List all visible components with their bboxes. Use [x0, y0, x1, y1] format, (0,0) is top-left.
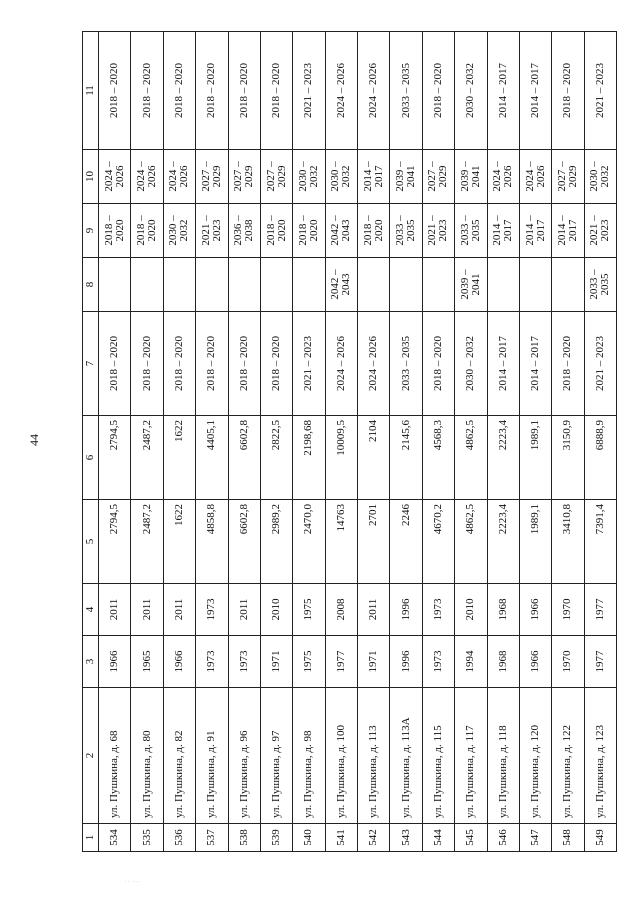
col10-period-cell-line: 2026 [113, 165, 126, 188]
col8-period-cell [228, 258, 260, 312]
col9-period-cell-line: 2030 – [167, 215, 180, 246]
col11-period-cell: 2018 – 2020 [196, 32, 228, 150]
living-area-cell: 3150,9 [552, 416, 584, 500]
column-header-4: 4 [83, 584, 99, 636]
total-area-cell: 14763 [325, 500, 357, 584]
col11-period-cell: 2018 – 2020 [163, 32, 195, 150]
col9-period-cell [358, 204, 390, 258]
col9-period-cell-line: 2020 [307, 219, 320, 242]
col9-period-cell-line: 2017 [502, 219, 515, 242]
col9-period-cell [228, 204, 260, 258]
col11-period-cell: 2030 – 2032 [455, 32, 487, 150]
row-number: 537 [196, 824, 228, 852]
total-area-cell: 4670,2 [422, 500, 454, 584]
col10-period-cell [163, 150, 195, 204]
col4-year-cell: 2011 [228, 584, 260, 636]
col8-period-cell [131, 258, 163, 312]
col9-period-cell [422, 204, 454, 258]
address-cell: ул. Пушкина, д. 120 [519, 688, 551, 824]
col10-period-cell [519, 150, 551, 204]
build-year-cell: 1994 [455, 636, 487, 688]
row-number: 534 [99, 824, 131, 852]
table-row [422, 32, 454, 852]
row-number: 544 [422, 824, 454, 852]
build-year-cell: 1971 [260, 636, 292, 688]
col8-period-cell [163, 258, 195, 312]
address-cell: ул. Пушкина, д. 113 [358, 688, 390, 824]
build-year-cell: 1977 [584, 636, 616, 688]
col8-period-cell-line: 2035 [599, 273, 612, 296]
address-cell: ул. Пушкина, д. 118 [487, 688, 519, 824]
col8-period-cell [99, 258, 131, 312]
col4-year-cell: 1968 [487, 584, 519, 636]
table-row [358, 32, 390, 852]
col11-period-cell: 2018 – 2020 [422, 32, 454, 150]
col7-period-cell: 2021 – 2023 [293, 312, 325, 416]
col4-year-cell: 2011 [99, 584, 131, 636]
col4-year-cell: 1973 [196, 584, 228, 636]
build-year-cell: 1966 [163, 636, 195, 688]
address-cell: ул. Пушкина, д. 122 [552, 688, 584, 824]
col4-year-cell: 2010 [260, 584, 292, 636]
col10-period-cell-line: 2026 [178, 165, 191, 188]
total-area-cell: 1622 [163, 500, 195, 584]
col10-period-cell-line: 2041 [469, 165, 482, 188]
col9-period-cell-line: 2020 [146, 219, 159, 242]
build-year-cell: 1973 [422, 636, 454, 688]
col9-period-cell-line: 2033 – [394, 215, 407, 246]
col4-year-cell: 1966 [519, 584, 551, 636]
column-header-1: 1 [83, 824, 99, 852]
col4-year-cell: 1973 [422, 584, 454, 636]
col9-period-cell-line: 2020 [275, 219, 288, 242]
col7-period-cell: 2014 – 2017 [487, 312, 519, 416]
col10-period-cell-line: 2029 [437, 165, 450, 188]
scan-mark: ·· ··· [125, 880, 141, 885]
col9-period-cell-line: 2043 [340, 219, 353, 242]
col8-period-cell [487, 258, 519, 312]
col8-period-cell [584, 258, 616, 312]
col8-period-cell [519, 258, 551, 312]
col4-year-cell: 2011 [163, 584, 195, 636]
col10-period-cell-line: 2024 – [135, 161, 148, 192]
col9-period-cell-line: 2038 [243, 219, 256, 242]
table-body [99, 32, 617, 852]
address-cell: ул. Пушкина, д. 97 [260, 688, 292, 824]
table-row [293, 32, 325, 852]
col10-period-cell-line: 2030 – [329, 161, 342, 192]
col8-period-cell-line: 2043 [340, 273, 353, 296]
total-area-cell: 2989,2 [260, 500, 292, 584]
col10-period-cell [390, 150, 422, 204]
col9-period-cell-line: 2020 [113, 219, 126, 242]
col9-period-cell-line: 2032 [178, 219, 191, 242]
col9-period-cell [325, 204, 357, 258]
total-area-cell: 1989,1 [519, 500, 551, 584]
col9-period-cell-line: 2035 [405, 219, 418, 242]
col10-period-cell-line: 2027 – [555, 161, 568, 192]
col11-period-cell: 2018 – 2020 [99, 32, 131, 150]
col9-period-cell-line: 2018 – [361, 215, 374, 246]
col10-period-cell [455, 150, 487, 204]
col9-period-cell-line: 2018 – [135, 215, 148, 246]
col9-period-cell [196, 204, 228, 258]
build-year-cell: 1973 [228, 636, 260, 688]
col7-period-cell: 2018 – 2020 [196, 312, 228, 416]
col10-period-cell-line: 2017 [372, 165, 385, 188]
address-cell: ул. Пушкина, д. 100 [325, 688, 357, 824]
col9-period-cell [552, 204, 584, 258]
col10-period-cell-line: 2026 [502, 165, 515, 188]
col7-period-cell: 2030 – 2032 [455, 312, 487, 416]
col10-period-cell-line: 2024 – [491, 161, 504, 192]
col7-period-cell: 2018 – 2020 [163, 312, 195, 416]
col10-period-cell-line: 2029 [210, 165, 223, 188]
col9-period-cell-line: 2017 [566, 219, 579, 242]
housing-repair-table [82, 32, 617, 852]
col10-period-cell [293, 150, 325, 204]
address-cell: ул. Пушкина, д. 98 [293, 688, 325, 824]
col8-period-cell-line: 2041 [469, 273, 482, 296]
row-number: 547 [519, 824, 551, 852]
row-number: 548 [552, 824, 584, 852]
col11-period-cell: 2014 – 2017 [519, 32, 551, 150]
total-area-cell: 2487,2 [131, 500, 163, 584]
col10-period-cell-line: 2024 – [167, 161, 180, 192]
living-area-cell: 2794,5 [99, 416, 131, 500]
address-cell: ул. Пушкина, д. 91 [196, 688, 228, 824]
col9-period-cell-line: 2023 [599, 219, 612, 242]
col8-period-cell [390, 258, 422, 312]
col9-period-cell-line: 2014 – [555, 215, 568, 246]
col8-period-cell-line: 2042 – [329, 269, 342, 300]
table-row [390, 32, 422, 852]
column-header-11: 11 [83, 32, 99, 150]
col10-period-cell [228, 150, 260, 204]
row-number: 536 [163, 824, 195, 852]
col11-period-cell: 2024 – 2026 [358, 32, 390, 150]
col9-period-cell [99, 204, 131, 258]
col7-period-cell: 2024 – 2026 [358, 312, 390, 416]
total-area-cell: 2701 [358, 500, 390, 584]
row-number: 541 [325, 824, 357, 852]
col10-period-cell-line: 2014 – [361, 161, 374, 192]
build-year-cell: 1965 [131, 636, 163, 688]
col8-period-cell [358, 258, 390, 312]
table-row [196, 32, 228, 852]
col10-period-cell-line: 2041 [405, 165, 418, 188]
col11-period-cell: 2018 – 2020 [260, 32, 292, 150]
address-cell: ул. Пушкина, д. 68 [99, 688, 131, 824]
col11-period-cell: 2024 – 2026 [325, 32, 357, 150]
table-row [260, 32, 292, 852]
table-row [325, 32, 357, 852]
col9-period-cell [293, 204, 325, 258]
living-area-cell: 2145,6 [390, 416, 422, 500]
col10-period-cell-line: 2026 [534, 165, 547, 188]
col10-period-cell-line: 2029 [275, 165, 288, 188]
build-year-cell: 1996 [390, 636, 422, 688]
col4-year-cell: 1977 [584, 584, 616, 636]
page-number: 44 [27, 434, 41, 446]
table-row [552, 32, 584, 852]
table-row [99, 32, 131, 852]
column-header-7: 7 [83, 312, 99, 416]
col8-period-cell [455, 258, 487, 312]
col7-period-cell: 2018 – 2020 [422, 312, 454, 416]
col10-period-cell [358, 150, 390, 204]
col11-period-cell: 2033 – 2035 [390, 32, 422, 150]
col4-year-cell: 2010 [455, 584, 487, 636]
living-area-cell: 4568,3 [422, 416, 454, 500]
col10-period-cell [552, 150, 584, 204]
total-area-cell: 4858,8 [196, 500, 228, 584]
living-area-cell: 4862,5 [455, 416, 487, 500]
total-area-cell: 3410,8 [552, 500, 584, 584]
col8-period-cell-line: 2039 – [458, 269, 471, 300]
col10-period-cell [325, 150, 357, 204]
col7-period-cell: 2024 – 2026 [325, 312, 357, 416]
table-header-row [83, 32, 99, 852]
build-year-cell: 1966 [519, 636, 551, 688]
build-year-cell: 1971 [358, 636, 390, 688]
col10-period-cell [422, 150, 454, 204]
column-header-6: 6 [83, 416, 99, 500]
col11-period-cell: 2021 – 2023 [293, 32, 325, 150]
col11-period-cell: 2014 – 2017 [487, 32, 519, 150]
col4-year-cell: 2008 [325, 584, 357, 636]
col9-period-cell-line: 2018 – [102, 215, 115, 246]
col10-period-cell-line: 2027 – [232, 161, 245, 192]
col11-period-cell: 2021 – 2023 [584, 32, 616, 150]
col9-period-cell [584, 204, 616, 258]
col9-period-cell [455, 204, 487, 258]
col10-period-cell-line: 2032 [340, 165, 353, 188]
build-year-cell: 1970 [552, 636, 584, 688]
col9-period-cell [260, 204, 292, 258]
row-number: 535 [131, 824, 163, 852]
col9-period-cell [487, 204, 519, 258]
col9-period-cell-line: 2021 – [426, 215, 439, 246]
row-number: 542 [358, 824, 390, 852]
col9-period-cell-line: 2014 – [523, 215, 536, 246]
table-row [487, 32, 519, 852]
address-cell: ул. Пушкина, д. 96 [228, 688, 260, 824]
living-area-cell: 4405,1 [196, 416, 228, 500]
col9-period-cell-line: 2021 – [588, 215, 601, 246]
col10-period-cell [487, 150, 519, 204]
address-cell: ул. Пушкина, д. 123 [584, 688, 616, 824]
address-cell: ул. Пушкина, д. 115 [422, 688, 454, 824]
col9-period-cell-line: 2023 [437, 219, 450, 242]
col7-period-cell: 2018 – 2020 [228, 312, 260, 416]
col10-period-cell-line: 2032 [307, 165, 320, 188]
col8-period-cell [552, 258, 584, 312]
col10-period-cell-line: 2030 – [296, 161, 309, 192]
col10-period-cell-line: 2024 – [523, 161, 536, 192]
column-header-10: 10 [83, 150, 99, 204]
col10-period-cell-line: 2026 [146, 165, 159, 188]
living-area-cell: 2223,4 [487, 416, 519, 500]
col4-year-cell: 1996 [390, 584, 422, 636]
col10-period-cell-line: 2029 [243, 165, 256, 188]
column-header-2: 2 [83, 688, 99, 824]
col9-period-cell-line: 2018 – [296, 215, 309, 246]
col7-period-cell: 2018 – 2020 [260, 312, 292, 416]
col10-period-cell [131, 150, 163, 204]
col10-period-cell-line: 2032 [599, 165, 612, 188]
col10-period-cell-line: 2029 [566, 165, 579, 188]
col9-period-cell [131, 204, 163, 258]
address-cell: ул. Пушкина, д. 113А [390, 688, 422, 824]
table-row [131, 32, 163, 852]
col10-period-cell [99, 150, 131, 204]
row-number: 546 [487, 824, 519, 852]
column-header-8: 8 [83, 258, 99, 312]
col7-period-cell: 2033 – 2035 [390, 312, 422, 416]
address-cell: ул. Пушкина, д. 80 [131, 688, 163, 824]
repair-schedule-table [82, 31, 617, 852]
col8-period-cell [325, 258, 357, 312]
col9-period-cell-line: 2014 – [491, 215, 504, 246]
build-year-cell: 1977 [325, 636, 357, 688]
col9-period-cell-line: 2035 [469, 219, 482, 242]
living-area-cell: 2198,68 [293, 416, 325, 500]
col4-year-cell: 2011 [131, 584, 163, 636]
col9-period-cell [519, 204, 551, 258]
col4-year-cell: 1970 [552, 584, 584, 636]
total-area-cell: 6602,8 [228, 500, 260, 584]
table-row [163, 32, 195, 852]
living-area-cell: 1622 [163, 416, 195, 500]
col7-period-cell: 2018 – 2020 [131, 312, 163, 416]
row-number: 540 [293, 824, 325, 852]
living-area-cell: 1989,1 [519, 416, 551, 500]
build-year-cell: 1973 [196, 636, 228, 688]
col9-period-cell-line: 2017 [534, 219, 547, 242]
col9-period-cell-line: 2033 – [458, 215, 471, 246]
build-year-cell: 1975 [293, 636, 325, 688]
col8-period-cell [260, 258, 292, 312]
table-row [455, 32, 487, 852]
col7-period-cell: 2014 – 2017 [519, 312, 551, 416]
col10-period-cell-line: 2039 – [458, 161, 471, 192]
col10-period-cell-line: 2027 – [426, 161, 439, 192]
table-row [584, 32, 616, 852]
total-area-cell: 2794,5 [99, 500, 131, 584]
total-area-cell: 2223,4 [487, 500, 519, 584]
row-number: 545 [455, 824, 487, 852]
col7-period-cell: 2018 – 2020 [552, 312, 584, 416]
col9-period-cell [163, 204, 195, 258]
col11-period-cell: 2018 – 2020 [131, 32, 163, 150]
col8-period-cell [422, 258, 454, 312]
col11-period-cell: 2018 – 2020 [552, 32, 584, 150]
table-row [228, 32, 260, 852]
total-area-cell: 4862,5 [455, 500, 487, 584]
col8-period-cell [196, 258, 228, 312]
col9-period-cell-line: 2018 – [264, 215, 277, 246]
col8-period-cell-line: 2033 – [588, 269, 601, 300]
living-area-cell: 6602,8 [228, 416, 260, 500]
col9-period-cell-line: 2021 – [199, 215, 212, 246]
total-area-cell: 2470,0 [293, 500, 325, 584]
living-area-cell: 6888,9 [584, 416, 616, 500]
total-area-cell: 2246 [390, 500, 422, 584]
col8-period-cell [293, 258, 325, 312]
col9-period-cell-line: 2020 [372, 219, 385, 242]
col9-period-cell-line: 2042 – [329, 215, 342, 246]
col10-period-cell [196, 150, 228, 204]
address-cell: ул. Пушкина, д. 117 [455, 688, 487, 824]
build-year-cell: 1968 [487, 636, 519, 688]
col10-period-cell [260, 150, 292, 204]
column-header-9: 9 [83, 204, 99, 258]
col10-period-cell-line: 2039 – [394, 161, 407, 192]
col7-period-cell: 2018 – 2020 [99, 312, 131, 416]
living-area-cell: 2104 [358, 416, 390, 500]
col10-period-cell-line: 2024 – [102, 161, 115, 192]
col10-period-cell [584, 150, 616, 204]
col9-period-cell-line: 2036 – [232, 215, 245, 246]
build-year-cell: 1966 [99, 636, 131, 688]
row-number: 543 [390, 824, 422, 852]
address-cell: ул. Пушкина, д. 82 [163, 688, 195, 824]
column-header-3: 3 [83, 636, 99, 688]
column-header-5: 5 [83, 500, 99, 584]
row-number: 538 [228, 824, 260, 852]
total-area-cell: 7391,4 [584, 500, 616, 584]
col9-period-cell [390, 204, 422, 258]
col11-period-cell: 2018 – 2020 [228, 32, 260, 150]
row-number: 539 [260, 824, 292, 852]
col4-year-cell: 2011 [358, 584, 390, 636]
living-area-cell: 2487,2 [131, 416, 163, 500]
col10-period-cell-line: 2027 – [264, 161, 277, 192]
col4-year-cell: 1975 [293, 584, 325, 636]
living-area-cell: 2822,5 [260, 416, 292, 500]
col10-period-cell-line: 2027 – [199, 161, 212, 192]
col9-period-cell-line: 2023 [210, 219, 223, 242]
col7-period-cell: 2021 – 2023 [584, 312, 616, 416]
col10-period-cell-line: 2030 – [588, 161, 601, 192]
table-row [519, 32, 551, 852]
row-number: 549 [584, 824, 616, 852]
living-area-cell: 10009,5 [325, 416, 357, 500]
